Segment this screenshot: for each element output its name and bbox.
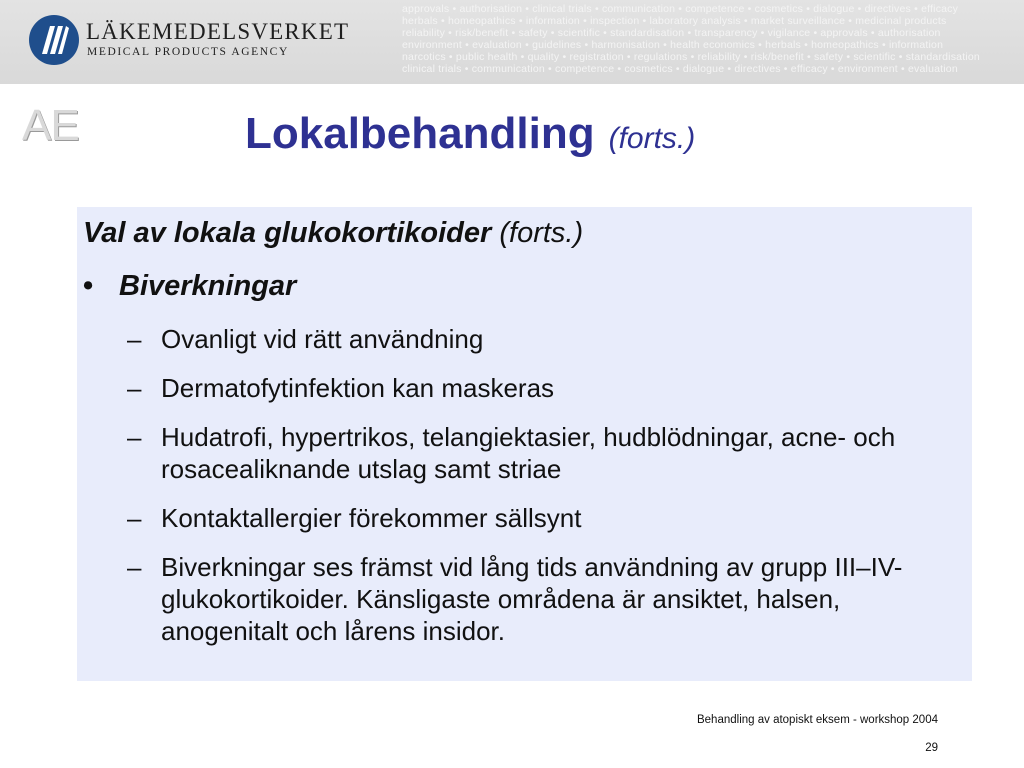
brand-name: LÄKEMEDELSVERKET [86,19,350,44]
slide-title [245,109,696,158]
dash-icon: – [127,373,142,403]
dash-icon: – [127,503,142,533]
sub-item-text: Hudatrofi, hypertrikos, telangiektasier, hudblödningar, acne- och rosacealiknande utslag samt striae [161,422,896,484]
watermark-line: environment • evaluation • guidelines • harmonisation • health economics • herbals • homeopathics • information [402,39,944,51]
watermark-line: clinical trials • communication • competence • cosmetics • dialogue • directives • efficacy • environment • evaluation [402,63,958,75]
ae-mark: AE [22,101,79,150]
sub-item-text: Dermatofytinfektion kan maskeras [161,373,555,403]
dash-icon: – [127,422,142,452]
header-watermark [402,3,1024,81]
footer-text: Behandling av atopiskt eksem - workshop 2004 [696,714,938,726]
bullet-icon: • [83,270,94,302]
header-banner [0,0,1024,84]
page-number: 29 [925,742,938,754]
sub-item-text: Biverkningar ses främst vid lång tids användning av grupp III–IV-glukokortikoider. Känsligaste områdena är ansiktet, halsen, anogenitalt och lårens insidor. [161,552,903,646]
sub-list-item [77,323,972,355]
watermark-line: approvals • authorisation • clinical trials • communication • competence • cosmetics • dialogue • directives • efficacy [402,3,959,15]
section-heading [83,217,583,250]
sub-item-text: Ovanligt vid rätt användning [161,324,484,354]
watermark-line: narcotics • public health • quality • registration • regulations • reliability • risk/benefit • safety • scientific • standardisation [402,51,980,63]
agency-logo-icon [28,14,80,66]
heading-main: Val av lokala glukokortikoider [83,217,492,249]
dash-icon: – [127,552,142,582]
watermark-line: herbals • homeopathics • information • inspection • laboratory analysis • market surveillance • medicinal products [402,15,947,27]
sub-list [77,323,972,664]
title-suffix: (forts.) [608,122,696,155]
sub-list-item [77,372,972,404]
sub-list-item [77,502,972,534]
sub-list-item [77,421,972,485]
brand-subtitle: MEDICAL PRODUCTS AGENCY [87,46,289,58]
watermark-line: reliability • risk/benefit • safety • scientific • standardisation • transparency • vigilance • approvals • authorisation [402,27,941,39]
sub-item-text: Kontaktallergier förekommer sällsynt [161,503,582,533]
heading-suffix: (forts.) [499,217,584,249]
content-box [77,207,972,681]
title-main: Lokalbehandling [245,109,595,158]
sub-list-item [77,551,972,647]
dash-icon: – [127,324,142,354]
bullet-label: Biverkningar [119,270,297,302]
